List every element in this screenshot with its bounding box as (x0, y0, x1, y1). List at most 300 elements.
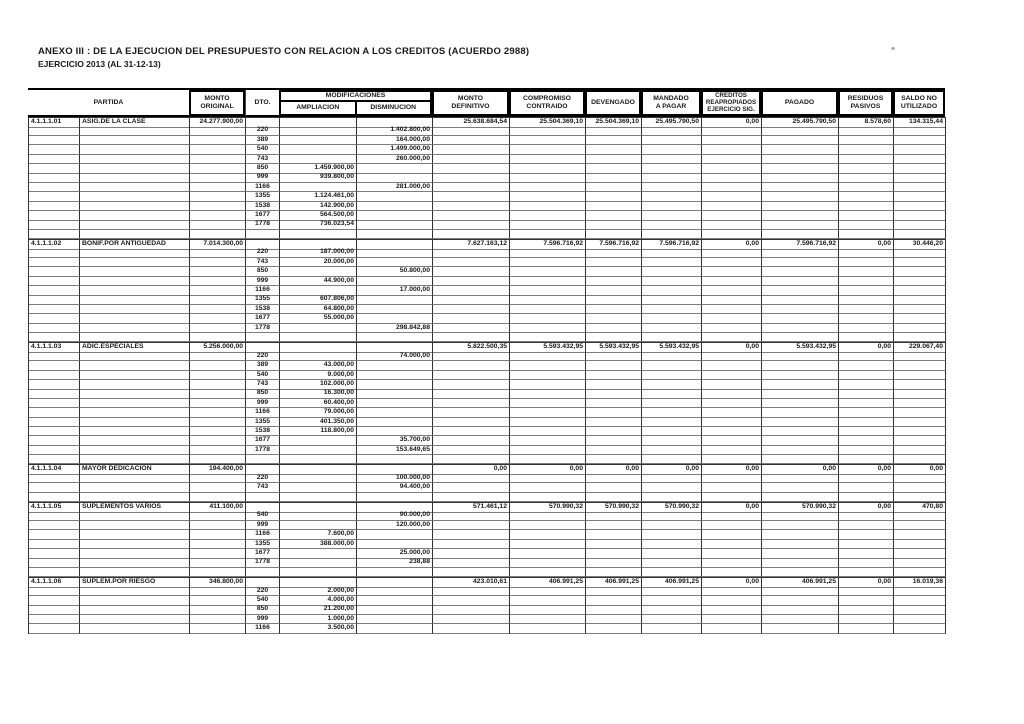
cell-disminucion (357, 530, 433, 540)
cell-monto-original (190, 192, 246, 202)
cell-saldo-no-utilizado (894, 211, 946, 221)
cell-monto-definitivo (433, 136, 510, 146)
cell-pagado (762, 436, 839, 446)
cell-saldo-no-utilizado (894, 521, 946, 531)
cell-creditos-reapropiados (702, 530, 762, 540)
cell-monto-original (190, 549, 246, 559)
cell-pagado (762, 493, 839, 502)
cell-monto-definitivo (433, 624, 510, 634)
cell-partida-name (80, 436, 190, 446)
cell-creditos-reapropiados (702, 258, 762, 268)
cell-creditos-reapropiados (702, 493, 762, 502)
cell-dto: 1355 (246, 418, 280, 428)
cell-pagado (762, 446, 839, 456)
cell-creditos-reapropiados (702, 399, 762, 409)
cell-code (29, 295, 80, 305)
cell-residuos-pasivos (839, 558, 894, 568)
cell-dto: 999 (246, 615, 280, 625)
cell-saldo-no-utilizado (894, 380, 946, 390)
cell-monto-definitivo (433, 389, 510, 399)
cell-pagado (762, 558, 839, 568)
cell-monto-definitivo (433, 258, 510, 268)
cell-devengado (586, 202, 642, 212)
cell-disminucion (357, 314, 433, 324)
cell-disminucion (357, 173, 433, 183)
cell-dto: 850 (246, 164, 280, 174)
cell-ampliacion: 60.400,00 (280, 399, 357, 409)
cell-creditos-reapropiados (702, 615, 762, 625)
cell-saldo-no-utilizado (894, 455, 946, 464)
cell-devengado (586, 295, 642, 305)
dto-row (29, 305, 945, 314)
cell-saldo-no-utilizado (894, 427, 946, 437)
section-row (29, 464, 945, 473)
cell-dto: 999 (246, 521, 280, 531)
cell-compromiso-contraido (510, 126, 586, 136)
cell-partida-name: SUPLEM.POR RIESGO (80, 577, 190, 588)
document-title: ANEXO III : DE LA EJECUCION DEL PRESUPUESTO CON RELACION A LOS CREDITOS (ACUERDO 2988) (38, 46, 530, 57)
cell-disminucion (357, 596, 433, 606)
cell-monto-original: 194.400,00 (190, 464, 246, 475)
cell-partida-name (80, 277, 190, 287)
cell-compromiso-contraido (510, 624, 586, 634)
cell-dto: 1778 (246, 324, 280, 334)
cell-monto-definitivo (433, 436, 510, 446)
cell-devengado (586, 220, 642, 230)
header-pagado: PAGADO (761, 90, 838, 116)
cell-pagado (762, 155, 839, 165)
cell-disminucion (357, 540, 433, 550)
cell-saldo-no-utilizado (894, 277, 946, 287)
cell-partida-name (80, 521, 190, 531)
cell-compromiso-contraido (510, 314, 586, 324)
cell-dto: 999 (246, 399, 280, 409)
cell-mandado-a-pagar (642, 267, 702, 277)
cell-partida-name (80, 624, 190, 634)
header-partida: PARTIDA (93, 99, 124, 107)
cell-monto-definitivo (433, 605, 510, 615)
cell-saldo-no-utilizado (894, 286, 946, 296)
cell-partida-name (80, 427, 190, 437)
cell-ampliacion (280, 136, 357, 146)
cell-monto-original (190, 126, 246, 136)
cell-creditos-reapropiados (702, 596, 762, 606)
dto-row (29, 202, 945, 211)
cell-creditos-reapropiados: 0,00 (702, 239, 762, 250)
cell-monto-original: 5.256.000,00 (190, 342, 246, 353)
dto-row (29, 324, 945, 333)
cell-dto: 999 (246, 173, 280, 183)
cell-ampliacion: 102.000,00 (280, 380, 357, 390)
cell-monto-original: 346.800,00 (190, 577, 246, 588)
cell-residuos-pasivos (839, 314, 894, 324)
cell-code (29, 192, 80, 202)
cell-devengado (586, 371, 642, 381)
cell-mandado-a-pagar (642, 277, 702, 287)
cell-residuos-pasivos (839, 258, 894, 268)
cell-compromiso-contraido (510, 361, 586, 371)
cell-ampliacion: 1.459.900,00 (280, 164, 357, 174)
cell-dto: 389 (246, 136, 280, 146)
cell-partida-name (80, 258, 190, 268)
cell-creditos-reapropiados (702, 511, 762, 521)
cell-compromiso-contraido (510, 248, 586, 258)
cell-ampliacion: 9.000,00 (280, 371, 357, 381)
cell-devengado (586, 248, 642, 258)
cell-disminucion (357, 455, 433, 464)
cell-monto-original (190, 436, 246, 446)
cell-residuos-pasivos: 0,00 (839, 239, 894, 250)
cell-devengado: 0,00 (586, 464, 642, 475)
cell-monto-original (190, 427, 246, 437)
cell-code (29, 361, 80, 371)
cell-devengado (586, 230, 642, 239)
cell-residuos-pasivos: 8.578,60 (839, 117, 894, 128)
cell-monto-definitivo (433, 277, 510, 287)
cell-saldo-no-utilizado (894, 493, 946, 502)
cell-compromiso-contraido (510, 474, 586, 484)
cell-monto-original (190, 371, 246, 381)
dto-row (29, 446, 945, 455)
cell-ampliacion (280, 558, 357, 568)
cell-code (29, 389, 80, 399)
dto-row (29, 380, 945, 389)
cell-creditos-reapropiados (702, 568, 762, 577)
cell-disminucion (357, 220, 433, 230)
cell-partida-name: MAYOR DEDICACION (80, 464, 190, 475)
cell-disminucion (357, 389, 433, 399)
cell-monto-original (190, 474, 246, 484)
cell-ampliacion (280, 286, 357, 296)
cell-creditos-reapropiados (702, 324, 762, 334)
cell-code (29, 324, 80, 334)
cell-disminucion (357, 295, 433, 305)
cell-saldo-no-utilizado (894, 389, 946, 399)
header-mandado-a-pagar: MANDADO A PAGAR (641, 90, 701, 116)
cell-partida-name (80, 183, 190, 193)
cell-creditos-reapropiados (702, 587, 762, 597)
cell-disminucion: 50.800,00 (357, 267, 433, 277)
cell-devengado (586, 183, 642, 193)
cell-devengado (586, 624, 642, 634)
cell-pagado (762, 408, 839, 418)
cell-code (29, 399, 80, 409)
dto-row (29, 183, 945, 192)
cell-ampliacion (280, 493, 357, 502)
cell-devengado (586, 155, 642, 165)
cell-saldo-no-utilizado (894, 540, 946, 550)
cell-compromiso-contraido (510, 145, 586, 155)
cell-compromiso-contraido (510, 173, 586, 183)
cell-devengado (586, 511, 642, 521)
cell-partida-name (80, 558, 190, 568)
cell-pagado: 7.596.716,92 (762, 239, 839, 250)
cell-pagado (762, 596, 839, 606)
dto-row (29, 164, 945, 173)
cell-ampliacion: 20.000,00 (280, 258, 357, 268)
header-residuos-pasivos: RESIDUOS PASIVOS (838, 90, 893, 116)
dto-row (29, 483, 945, 492)
cell-ampliacion: 21.200,00 (280, 605, 357, 615)
cell-pagado (762, 211, 839, 221)
cell-disminucion: 260.000,00 (357, 155, 433, 165)
cell-creditos-reapropiados (702, 248, 762, 258)
cell-pagado (762, 427, 839, 437)
cell-compromiso-contraido: 406.991,25 (510, 577, 586, 588)
dto-row (29, 474, 945, 483)
cell-compromiso-contraido (510, 530, 586, 540)
cell-residuos-pasivos (839, 183, 894, 193)
dto-row (29, 248, 945, 257)
cell-residuos-pasivos (839, 286, 894, 296)
cell-ampliacion: 118.800,00 (280, 427, 357, 437)
cell-residuos-pasivos (839, 530, 894, 540)
cell-code (29, 455, 80, 464)
cell-mandado-a-pagar (642, 371, 702, 381)
cell-partida-name (80, 211, 190, 221)
cell-mandado-a-pagar (642, 558, 702, 568)
cell-partida-name (80, 493, 190, 502)
cell-mandado-a-pagar (642, 248, 702, 258)
cell-ampliacion: 16.300,00 (280, 389, 357, 399)
cell-code (29, 380, 80, 390)
cell-partida-name (80, 540, 190, 550)
dto-row (29, 314, 945, 323)
cell-mandado-a-pagar (642, 220, 702, 230)
cell-pagado (762, 511, 839, 521)
cell-monto-definitivo (433, 493, 510, 502)
cell-monto-definitivo (433, 371, 510, 381)
dto-row (29, 624, 945, 633)
dto-row (29, 436, 945, 445)
cell-pagado (762, 136, 839, 146)
dto-row (29, 605, 945, 614)
cell-devengado (586, 568, 642, 577)
cell-devengado (586, 446, 642, 456)
dto-row (29, 427, 945, 436)
cell-compromiso-contraido (510, 615, 586, 625)
cell-pagado (762, 126, 839, 136)
cell-residuos-pasivos (839, 399, 894, 409)
cell-mandado-a-pagar (642, 587, 702, 597)
header-devengado: DEVENGADO (585, 90, 641, 116)
cell-disminucion (357, 305, 433, 315)
dto-row (29, 136, 945, 145)
header-ampliacion: AMPLIACION (281, 102, 357, 114)
cell-devengado (586, 427, 642, 437)
cell-mandado-a-pagar: 7.596.716,92 (642, 239, 702, 250)
cell-monto-definitivo (433, 474, 510, 484)
cell-monto-definitivo (433, 540, 510, 550)
cell-partida-name (80, 155, 190, 165)
cell-saldo-no-utilizado (894, 549, 946, 559)
cell-ampliacion: 607.806,00 (280, 295, 357, 305)
cell-residuos-pasivos (839, 202, 894, 212)
cell-mandado-a-pagar: 406.991,25 (642, 577, 702, 588)
cell-code (29, 408, 80, 418)
cell-mandado-a-pagar (642, 314, 702, 324)
cell-compromiso-contraido (510, 380, 586, 390)
cell-monto-definitivo (433, 568, 510, 577)
cell-pagado: 0,00 (762, 464, 839, 475)
cell-compromiso-contraido (510, 408, 586, 418)
dto-row (29, 521, 945, 530)
cell-compromiso-contraido (510, 511, 586, 521)
cell-monto-definitivo (433, 267, 510, 277)
cell-saldo-no-utilizado (894, 587, 946, 597)
cell-code (29, 267, 80, 277)
cell-residuos-pasivos (839, 230, 894, 239)
cell-dto: 1677 (246, 549, 280, 559)
dto-row (29, 549, 945, 558)
cell-mandado-a-pagar (642, 511, 702, 521)
cell-saldo-no-utilizado (894, 615, 946, 625)
cell-monto-original (190, 136, 246, 146)
cell-dto: 1355 (246, 295, 280, 305)
cell-residuos-pasivos (839, 136, 894, 146)
cell-ampliacion (280, 324, 357, 334)
cell-pagado (762, 521, 839, 531)
section-row (29, 577, 945, 586)
cell-residuos-pasivos (839, 267, 894, 277)
cell-code: 4.1.1.1.02 (29, 239, 80, 250)
cell-creditos-reapropiados (702, 427, 762, 437)
cell-monto-original: 24.277.900,00 (190, 117, 246, 128)
dto-row (29, 511, 945, 520)
cell-ampliacion: 736.023,54 (280, 220, 357, 230)
cell-monto-original (190, 540, 246, 550)
cell-saldo-no-utilizado (894, 605, 946, 615)
cell-monto-original (190, 587, 246, 597)
cell-compromiso-contraido (510, 230, 586, 239)
cell-devengado (586, 418, 642, 428)
cell-creditos-reapropiados (702, 220, 762, 230)
cell-ampliacion: 939.800,00 (280, 173, 357, 183)
cell-pagado (762, 624, 839, 634)
cell-compromiso-contraido (510, 136, 586, 146)
cell-residuos-pasivos (839, 427, 894, 437)
cell-disminucion (357, 624, 433, 634)
cell-devengado (586, 136, 642, 146)
cell-dto: 1355 (246, 192, 280, 202)
cell-code (29, 164, 80, 174)
cell-monto-original (190, 399, 246, 409)
cell-monto-definitivo (433, 521, 510, 531)
cell-devengado (586, 549, 642, 559)
cell-devengado (586, 333, 642, 342)
cell-ampliacion (280, 511, 357, 521)
cell-monto-original (190, 521, 246, 531)
cell-dto: 220 (246, 587, 280, 597)
cell-code: 4.1.1.1.01 (29, 117, 80, 128)
cell-mandado-a-pagar (642, 380, 702, 390)
cell-residuos-pasivos: 0,00 (839, 342, 894, 353)
cell-compromiso-contraido (510, 258, 586, 268)
cell-ampliacion: 7.600,00 (280, 530, 357, 540)
cell-mandado-a-pagar (642, 615, 702, 625)
dto-row (29, 192, 945, 201)
cell-mandado-a-pagar (642, 418, 702, 428)
cell-code (29, 371, 80, 381)
cell-monto-definitivo (433, 352, 510, 362)
cell-partida-name (80, 314, 190, 324)
cell-monto-definitivo (433, 399, 510, 409)
cell-saldo-no-utilizado (894, 418, 946, 428)
header-monto-original: MONTO ORIGINAL (189, 90, 245, 116)
cell-mandado-a-pagar (642, 202, 702, 212)
cell-creditos-reapropiados (702, 558, 762, 568)
cell-monto-original (190, 511, 246, 521)
cell-pagado (762, 418, 839, 428)
cell-monto-definitivo (433, 192, 510, 202)
cell-residuos-pasivos (839, 248, 894, 258)
cell-pagado (762, 277, 839, 287)
cell-partida-name (80, 192, 190, 202)
header-compromiso-contraido: COMPROMISO CONTRAIDO (509, 90, 585, 116)
cell-partida-name (80, 568, 190, 577)
cell-residuos-pasivos (839, 436, 894, 446)
cell-disminucion (357, 361, 433, 371)
cell-disminucion: 25.000,00 (357, 549, 433, 559)
dto-row (29, 267, 945, 276)
cell-saldo-no-utilizado (894, 220, 946, 230)
cell-mandado-a-pagar (642, 361, 702, 371)
cell-ampliacion (280, 230, 357, 239)
cell-monto-definitivo (433, 155, 510, 165)
cell-monto-definitivo (433, 314, 510, 324)
cell-mandado-a-pagar (642, 230, 702, 239)
cell-ampliacion: 142.900,00 (280, 202, 357, 212)
cell-residuos-pasivos: 0,00 (839, 577, 894, 588)
dto-row (29, 587, 945, 596)
cell-saldo-no-utilizado (894, 248, 946, 258)
cell-partida-name: ASIG.DE LA CLASE (80, 117, 190, 128)
cell-creditos-reapropiados (702, 624, 762, 634)
cell-creditos-reapropiados (702, 389, 762, 399)
cell-monto-original (190, 361, 246, 371)
cell-compromiso-contraido (510, 587, 586, 597)
cell-code (29, 220, 80, 230)
cell-pagado (762, 352, 839, 362)
cell-pagado (762, 173, 839, 183)
cell-saldo-no-utilizado (894, 361, 946, 371)
cell-monto-original (190, 455, 246, 464)
cell-disminucion: 94.400,00 (357, 483, 433, 493)
cell-devengado: 25.504.369,10 (586, 117, 642, 128)
cell-monto-original (190, 418, 246, 428)
cell-saldo-no-utilizado (894, 558, 946, 568)
cell-monto-definitivo (433, 455, 510, 464)
cell-mandado-a-pagar (642, 155, 702, 165)
cell-creditos-reapropiados (702, 371, 762, 381)
separator-row (29, 455, 945, 464)
cell-dto (246, 230, 280, 239)
cell-monto-definitivo (433, 615, 510, 625)
dto-row (29, 615, 945, 624)
cell-ampliacion: 44.900,00 (280, 277, 357, 287)
cell-devengado: 7.596.716,92 (586, 239, 642, 250)
cell-creditos-reapropiados: 0,00 (702, 342, 762, 353)
cell-ampliacion (280, 483, 357, 493)
cell-devengado (586, 277, 642, 287)
cell-devengado (586, 436, 642, 446)
cell-monto-definitivo (433, 295, 510, 305)
cell-pagado (762, 220, 839, 230)
cell-pagado (762, 267, 839, 277)
cell-compromiso-contraido (510, 389, 586, 399)
cell-monto-original (190, 558, 246, 568)
cell-dto (246, 493, 280, 502)
